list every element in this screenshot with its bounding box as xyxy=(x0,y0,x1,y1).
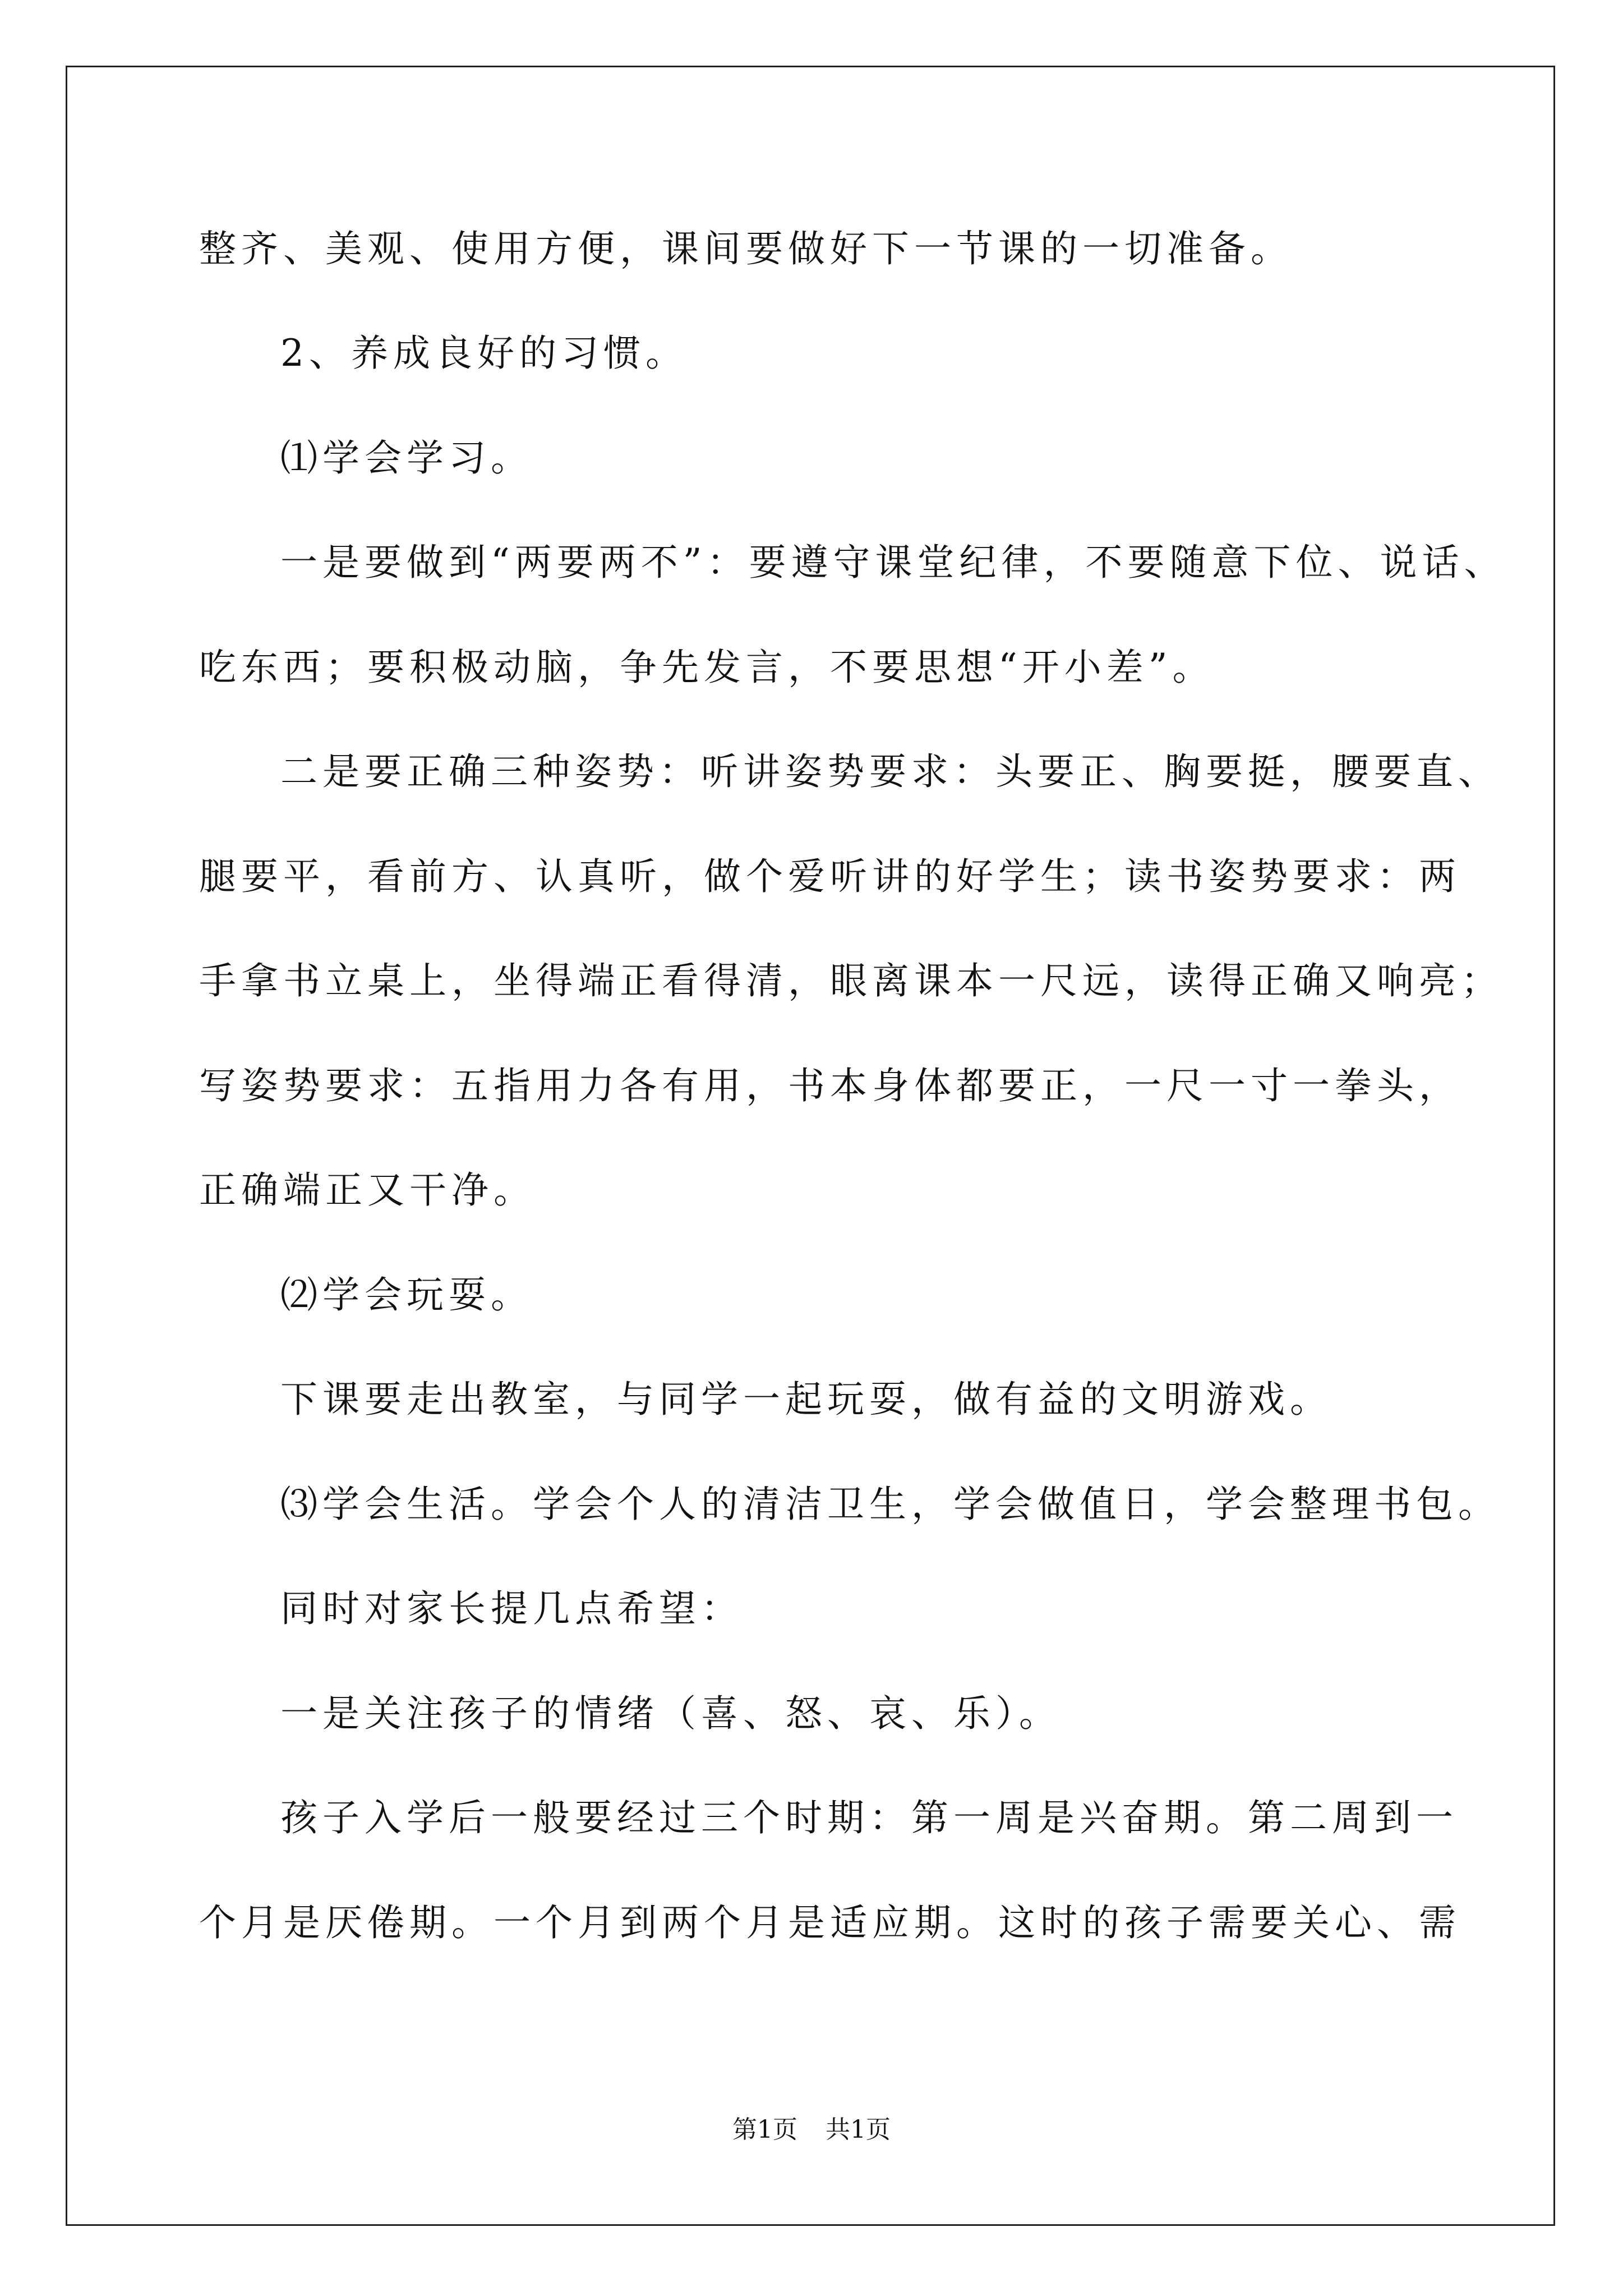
paragraph-line: 同时对家长提几点希望： xyxy=(280,1587,743,1630)
paragraph-line: 一是关注孩子的情绪（喜、怒、哀、乐）。 xyxy=(280,1692,1061,1735)
page-number-total: 共1页 xyxy=(826,2115,891,2144)
paragraph-line: 写姿势要求：五指用力各有用，书本身体都要正，一尺一寸一拳头， xyxy=(199,1064,1461,1107)
subsection-heading: ⑵学会玩耍。 xyxy=(280,1273,533,1317)
paragraph-line: 整齐、美观、使用方便，课间要做好下一节课的一切准备。 xyxy=(199,227,1293,270)
paragraph-line: 下课要走出教室，与同学一起玩耍，做有益的文明游戏。 xyxy=(280,1378,1332,1421)
section-heading: 2、养成良好的习惯。 xyxy=(280,332,688,375)
paragraph-line: 手拿书立桌上，坐得端正看得清，眼离课本一尺远，读得正确又响亮； xyxy=(199,959,1503,1002)
paragraph-line: 个月是厌倦期。一个月到两个月是适应期。这时的孩子需要关心、需 xyxy=(199,1901,1461,1944)
paragraph-line: 腿要平，看前方、认真听，做个爱听讲的好学生；读书姿势要求：两 xyxy=(199,855,1461,898)
paragraph-line: 吃东西；要积极动脑，争先发言，不要思想“开小差”。 xyxy=(199,646,1215,689)
page-footer xyxy=(0,2115,1623,2145)
paragraph-line: 一是要做到“两要两不”：要遵守课堂纪律，不要随意下位、说话、 xyxy=(280,541,1506,584)
paragraph-line: ⑶学会生活。学会个人的清洁卫生，学会做值日，学会整理书包。 xyxy=(280,1483,1500,1526)
paragraph-line: 正确端正又干净。 xyxy=(199,1168,536,1212)
subsection-heading: ⑴学会学习。 xyxy=(280,436,533,480)
paragraph-line: 二是要正确三种姿势：听讲姿势要求：头要正、胸要挺，腰要直、 xyxy=(280,750,1500,793)
page-number-current: 第1页 xyxy=(732,2115,797,2144)
paragraph-line: 孩子入学后一般要经过三个时期：第一周是兴奋期。第二周到一 xyxy=(280,1796,1458,1839)
